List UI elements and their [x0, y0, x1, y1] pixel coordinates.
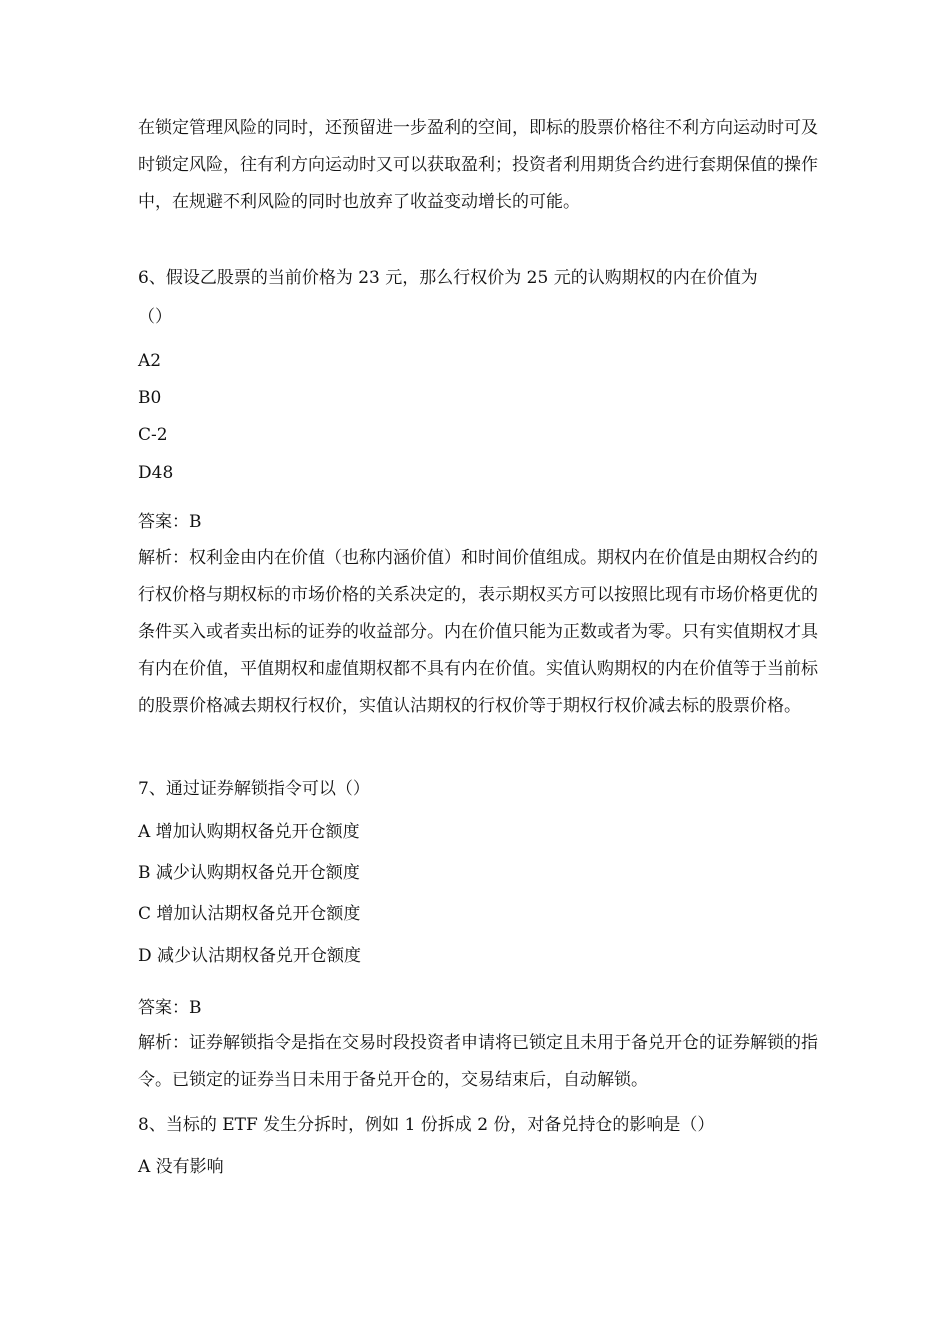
q7-answer: 答案：B [138, 998, 202, 1018]
q7-analysis: 解析：证券解锁指令是指在交易时段投资者申请将已锁定且未用于备兑开仓的证券解锁的指令。已锁定的证券当日未用于备兑开仓的，交易结束后，自动解锁。 [138, 1033, 818, 1090]
q7-option-c: C 增加认沽期权备兑开仓额度 [138, 904, 361, 924]
q7-option-b: B 减少认购期权备兑开仓额度 [138, 863, 360, 883]
q6-option-b: B0 [138, 388, 162, 408]
q7-option-d: D 减少认沽期权备兑开仓额度 [138, 946, 362, 966]
q6-option-d: D48 [138, 463, 174, 483]
q8-stem: 8、当标的 ETF 发生分拆时，例如 1 份拆成 2 份，对备兑持仓的影响是（） [138, 1115, 715, 1135]
q6-answer: 答案：B [138, 512, 202, 532]
q7-option-a: A 增加认购期权备兑开仓额度 [138, 822, 360, 842]
q6-option-a: A2 [138, 351, 162, 371]
q7-stem: 7、通过证券解锁指令可以（） [138, 779, 370, 799]
q6-stem-blank: （） [138, 307, 172, 327]
q6-option-c: C-2 [138, 425, 168, 445]
q8-option-a: A 没有影响 [138, 1157, 224, 1177]
q6-stem: 6、假设乙股票的当前价格为 23 元，那么行权价为 25 元的认购期权的内在价值为 [138, 268, 758, 288]
intro-paragraph: 在锁定管理风险的同时，还预留进一步盈利的空间，即标的股票价格往不利方向运动时可及时锁定风险，往有利方向运动时又可以获取盈利；投资者利用期货合约进行套期保值的操作中，在规避不利风险的同时也放弃了收益变动增长的可能。 [138, 118, 818, 212]
q6-analysis: 解析：权利金由内在价值（也称内涵价值）和时间价值组成。期权内在价值是由期权合约的行权价格与期权标的市场价格的关系决定的，表示期权买方可以按照比现有市场价格更优的条件买入或者卖出标的证券的收益部分。内在价值只能为正数或者为零。只有实值期权才具有内在价值，平值期权和虚值期权都不具有内在价值。实值认购期权的内在价值等于当前标的股票价格减去期权行权价，实值认沽期权的行权价等于期权行权价减去标的股票价格。 [138, 548, 818, 716]
